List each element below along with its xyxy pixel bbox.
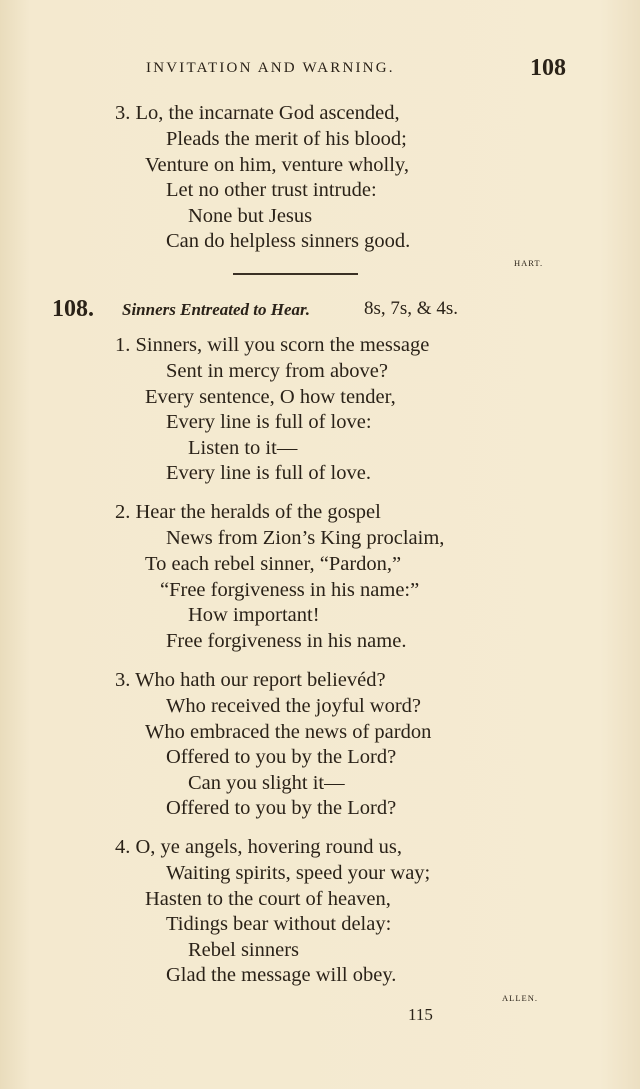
verse-line: Let no other trust intrude: bbox=[166, 179, 377, 201]
verse-line: News from Zion’s King proclaim, bbox=[166, 527, 445, 549]
verse-line: Offered to you by the Lord? bbox=[166, 746, 397, 768]
verse-line: Glad the message will obey. bbox=[166, 964, 397, 986]
verse-line: To each rebel sinner, “Pardon,” bbox=[145, 553, 402, 575]
verse-line: Who received the joyful word? bbox=[166, 695, 422, 717]
verse-line: Tidings bear without delay: bbox=[166, 913, 392, 935]
author-attribution: ALLEN. bbox=[502, 993, 538, 1003]
verse-line: Waiting spirits, speed your way; bbox=[166, 862, 431, 884]
hymn-page-number: 108 bbox=[530, 55, 566, 81]
verse-line: Sent in mercy from above? bbox=[166, 360, 389, 382]
verse-line: Rebel sinners bbox=[188, 939, 300, 961]
hymn-meter: 8s, 7s, & 4s. bbox=[364, 298, 458, 319]
verse-line: Can do helpless sinners good. bbox=[166, 230, 411, 252]
verse-line: Every line is full of love. bbox=[166, 462, 371, 484]
verse-line: Offered to you by the Lord? bbox=[166, 797, 397, 819]
verse-line: Venture on him, venture wholly, bbox=[145, 154, 409, 176]
verse-line: Listen to it— bbox=[188, 437, 298, 459]
verse-line: Pleads the merit of his blood; bbox=[166, 128, 407, 150]
verse-line: Can you slight it— bbox=[188, 772, 345, 794]
verse-line: 3. Who hath our report believéd? bbox=[115, 669, 386, 691]
verse-line: 3. Lo, the incarnate God ascended, bbox=[115, 102, 400, 124]
footer-page-number: 115 bbox=[408, 1005, 433, 1024]
verse-line: None but Jesus bbox=[188, 205, 313, 227]
section-divider bbox=[233, 273, 358, 275]
verse-line: Hasten to the court of heaven, bbox=[145, 888, 391, 910]
verse-line: 1. Sinners, will you scorn the message bbox=[115, 334, 430, 356]
verse-line: Free forgiveness in his name. bbox=[166, 630, 407, 652]
hymn-number: 108. bbox=[52, 296, 94, 322]
verse-line: Every line is full of love: bbox=[166, 411, 372, 433]
verse-line: How important! bbox=[188, 604, 320, 626]
author-attribution: HART. bbox=[514, 258, 544, 268]
running-head: INVITATION AND WARNING. bbox=[146, 60, 395, 76]
verse-line: 4. O, ye angels, hovering round us, bbox=[115, 836, 402, 858]
verse-line: “Free forgiveness in his name:” bbox=[160, 579, 420, 601]
verse-line: Who embraced the news of pardon bbox=[145, 721, 432, 743]
verse-line: Every sentence, O how tender, bbox=[145, 386, 396, 408]
verse-line: 2. Hear the heralds of the gospel bbox=[115, 501, 381, 523]
hymn-title: Sinners Entreated to Hear. bbox=[122, 300, 310, 319]
